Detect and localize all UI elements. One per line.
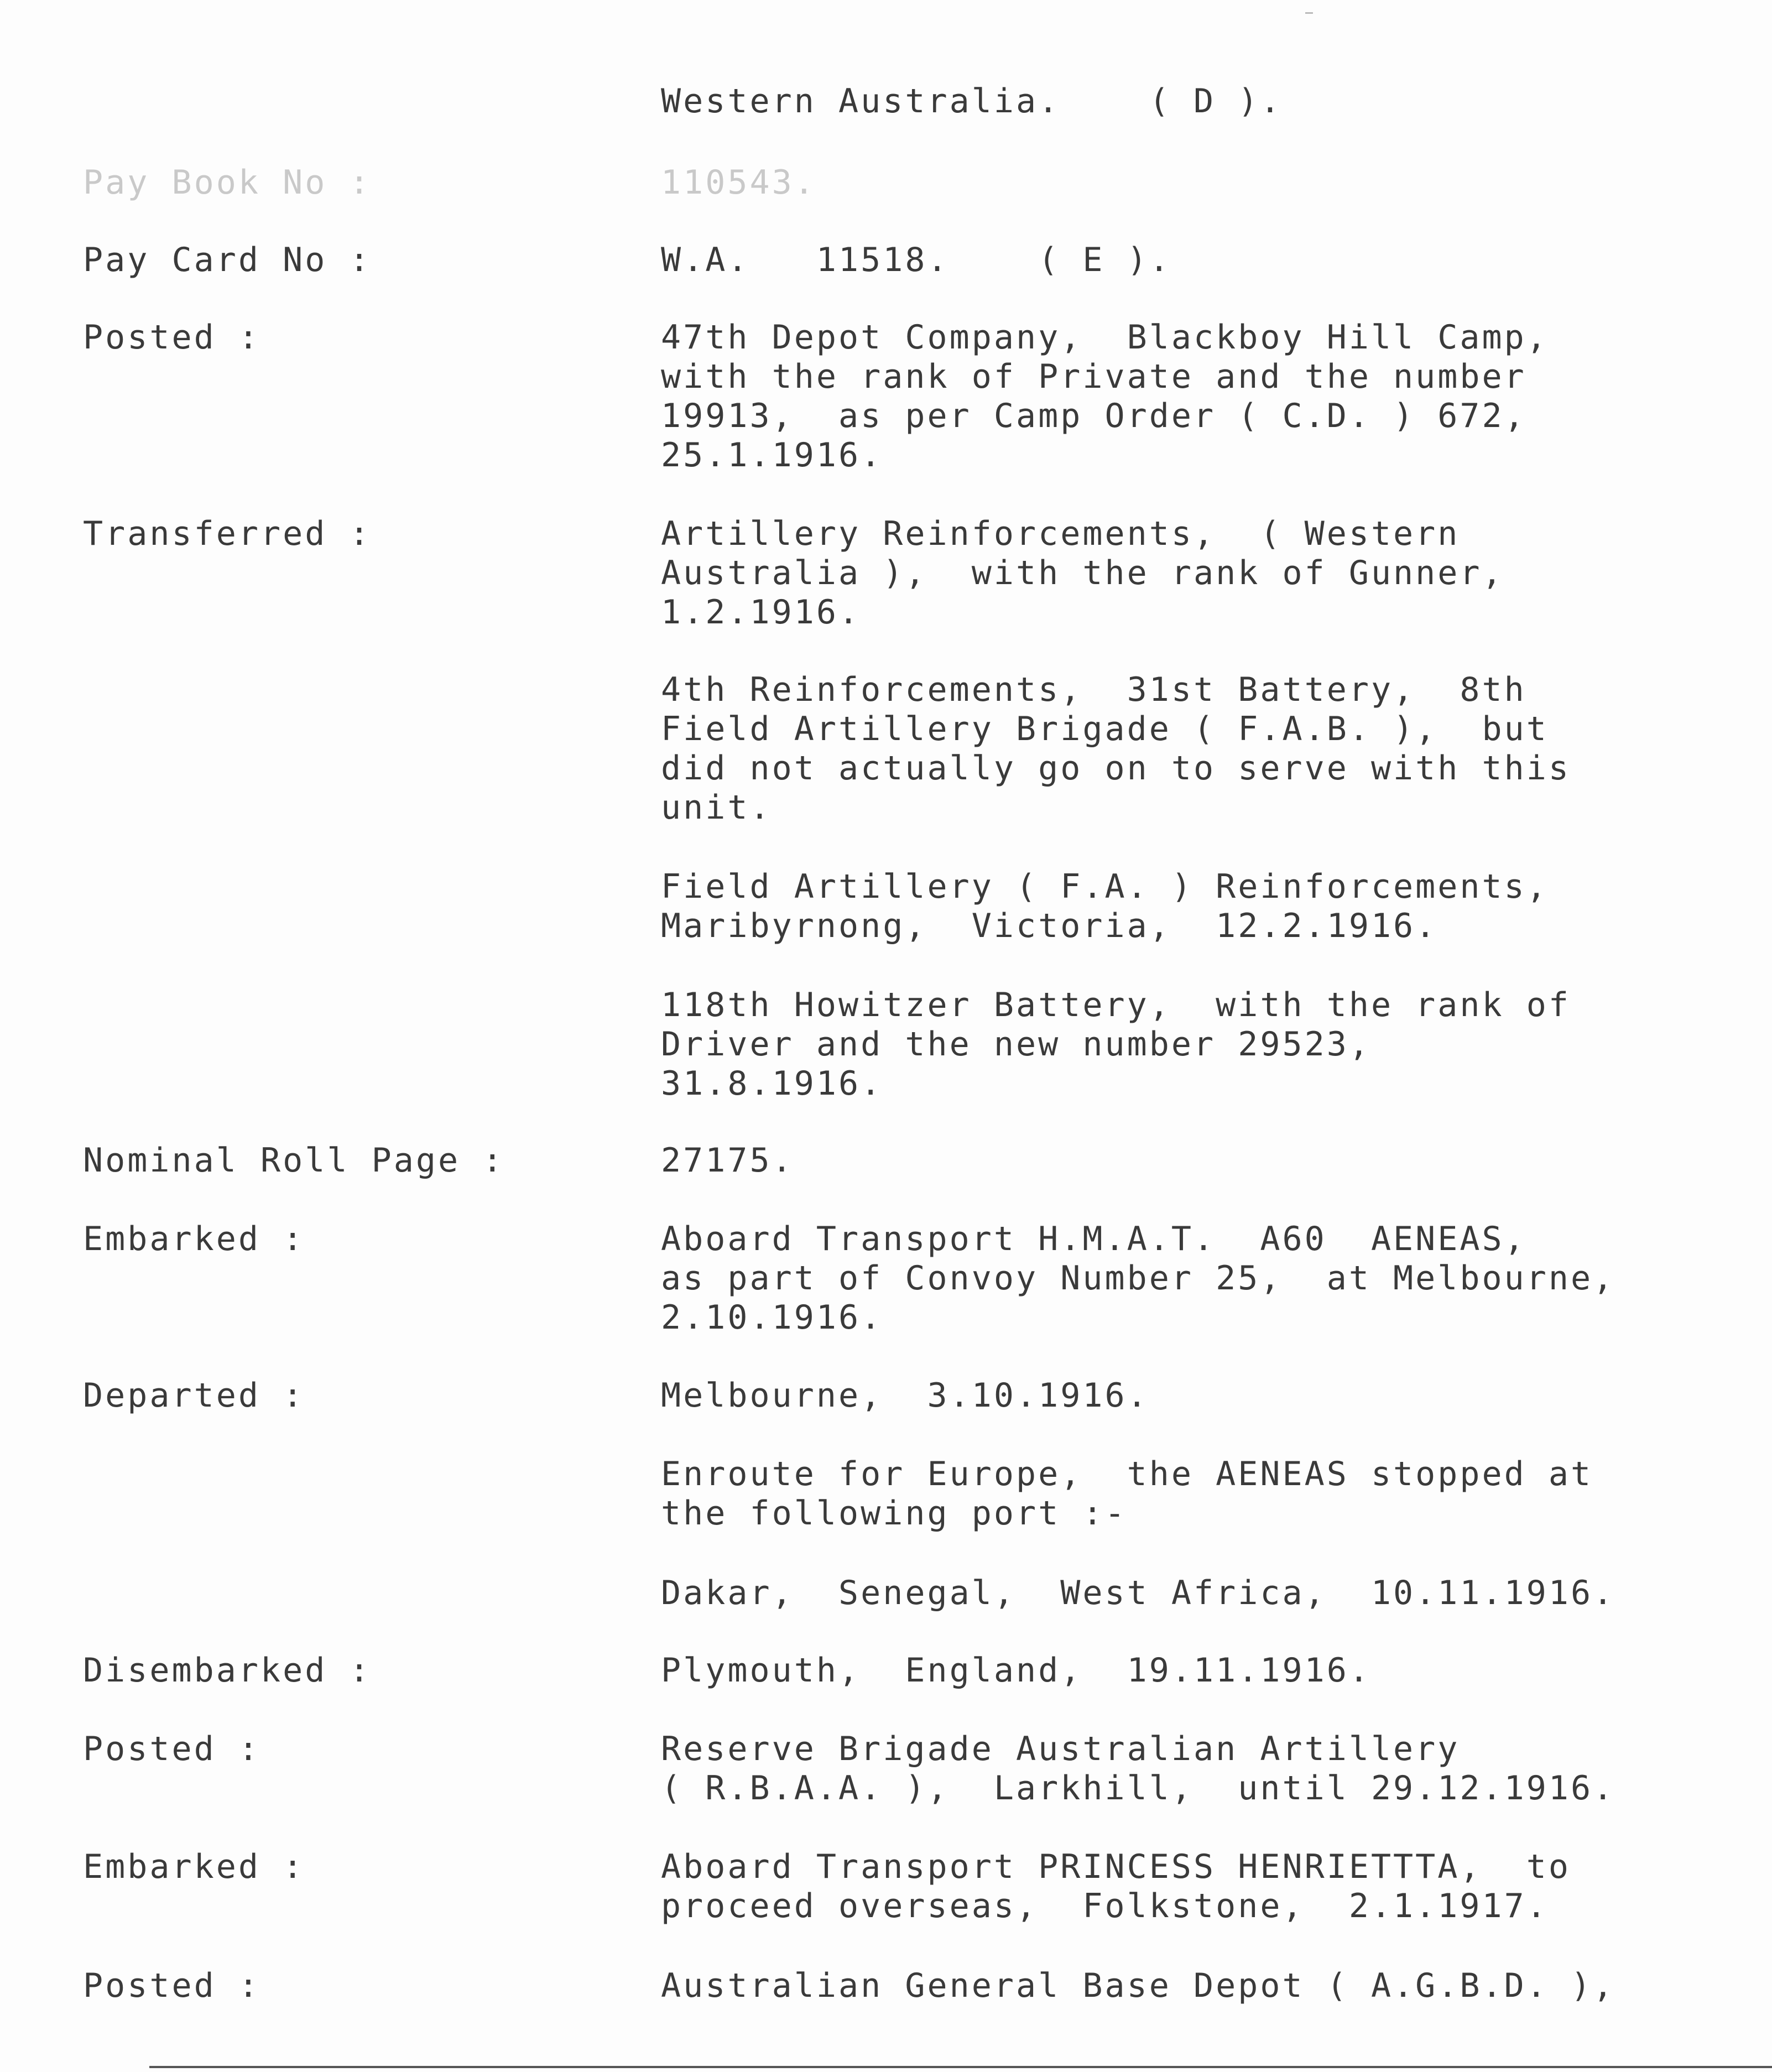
entry-value-line: Australian General Base Depot ( A.G.B.D. ), xyxy=(661,1966,1615,2005)
entry-value-line: 19913, as per Camp Order ( C.D. ) 672, xyxy=(661,397,1526,435)
entry-value-line: Field Artillery ( F.A. ) Reinforcements, xyxy=(661,867,1549,906)
entry-value-line: 1.2.1916. xyxy=(661,593,861,632)
entry-value-line: 27175. xyxy=(661,1141,794,1180)
entry-label: Embarked : xyxy=(83,1847,305,1886)
entry-value-line: Melbourne, 3.10.1916. xyxy=(661,1376,1149,1415)
entry-label: Posted : xyxy=(83,318,260,357)
entry-label: Departed : xyxy=(83,1376,305,1415)
entry-value-line: proceed overseas, Folkstone, 2.1.1917. xyxy=(661,1887,1549,1925)
entry-value-line: the following port :- xyxy=(661,1494,1127,1533)
entry-value-line: 118th Howitzer Battery, with the rank of xyxy=(661,986,1571,1024)
entry-value-line: W.A. 11518. ( E ). xyxy=(661,241,1171,279)
entry-value-line: 47th Depot Company, Blackboy Hill Camp, xyxy=(661,318,1549,357)
entry-value-line: with the rank of Private and the number xyxy=(661,357,1526,396)
entry-value-line: 2.10.1916. xyxy=(661,1298,883,1337)
entry-label: Posted : xyxy=(83,1730,260,1768)
entry-value-line: unit. xyxy=(661,788,772,827)
entry-label: Nominal Roll Page : xyxy=(83,1141,505,1180)
entry-value-line: Plymouth, England, 19.11.1916. xyxy=(661,1651,1371,1690)
entry-value-line: Artillery Reinforcements, ( Western xyxy=(661,514,1460,553)
entry-value-line: Field Artillery Brigade ( F.A.B. ), but xyxy=(661,710,1549,748)
entry-label: Posted : xyxy=(83,1966,260,2005)
entry-value-line: Enroute for Europe, the AENEAS stopped at xyxy=(661,1455,1593,1493)
entry-value-line: Driver and the new number 29523, xyxy=(661,1025,1371,1064)
entry-label: Pay Card No : xyxy=(83,241,372,279)
entry-value-line: 110543. xyxy=(661,163,816,202)
entry-value-line: Aboard Transport PRINCESS HENRIETTTA, to xyxy=(661,1847,1571,1886)
entry-value-line: 25.1.1916. xyxy=(661,436,883,475)
entry-value-line: as part of Convoy Number 25, at Melbourne, xyxy=(661,1259,1615,1298)
document-header: Western Australia. ( D ). xyxy=(661,82,1283,121)
entry-value-line: 31.8.1916. xyxy=(661,1064,883,1103)
page-bottom-rule xyxy=(149,2066,1772,2068)
entry-value-line: Aboard Transport H.M.A.T. A60 AENEAS, xyxy=(661,1220,1526,1258)
entry-value-line: Australia ), with the rank of Gunner, xyxy=(661,554,1504,592)
entry-label: Pay Book No : xyxy=(83,163,372,202)
entry-value-line: Maribyrnong, Victoria, 12.2.1916. xyxy=(661,907,1438,945)
entry-value-line: ( R.B.A.A. ), Larkhill, until 29.12.1916. xyxy=(661,1769,1615,1808)
entry-label: Disembarked : xyxy=(83,1651,372,1690)
entry-label: Transferred : xyxy=(83,514,372,553)
entry-value-line: Reserve Brigade Australian Artillery xyxy=(661,1730,1460,1768)
entry-value-line: did not actually go on to serve with this xyxy=(661,749,1571,788)
entry-label: Embarked : xyxy=(83,1220,305,1258)
scan-speck xyxy=(1305,12,1313,14)
entry-value-line: 4th Reinforcements, 31st Battery, 8th xyxy=(661,670,1526,709)
entry-value-line: Dakar, Senegal, West Africa, 10.11.1916. xyxy=(661,1574,1615,1612)
